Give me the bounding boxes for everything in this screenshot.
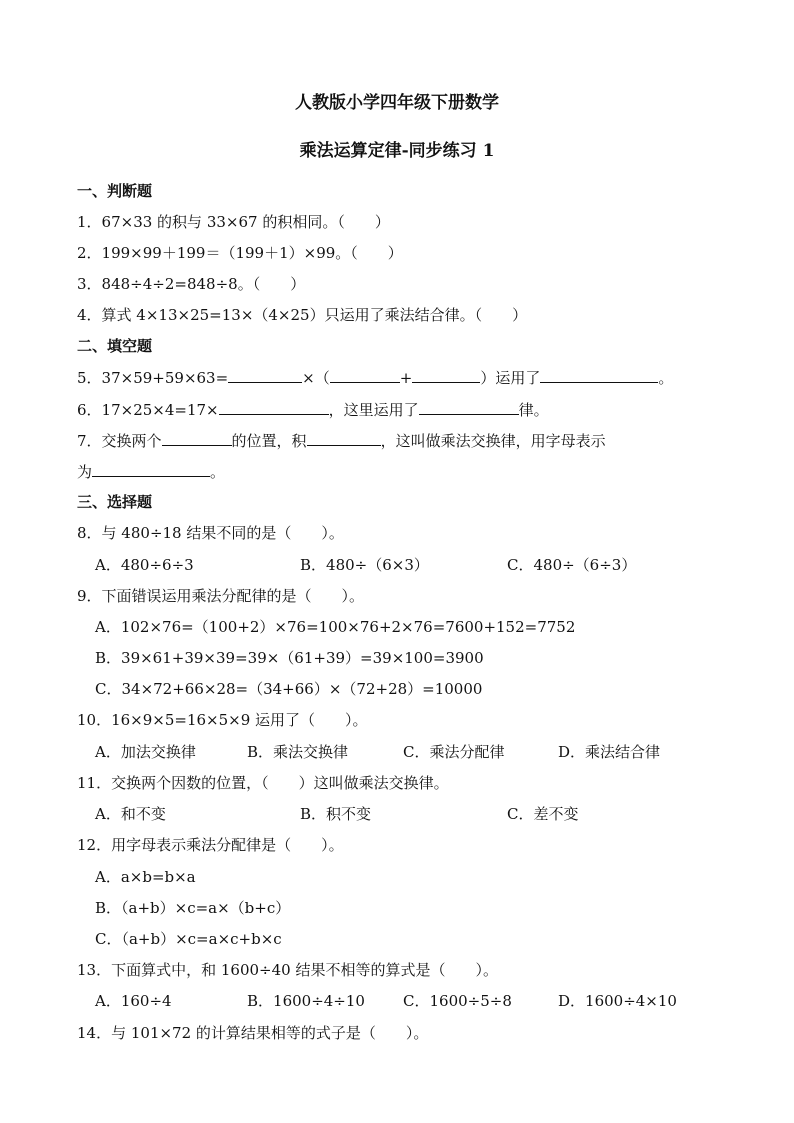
q5-blank-3[interactable] (412, 367, 480, 383)
q13-option-a[interactable]: A．160÷4 (95, 992, 172, 1010)
q6-text-a: 6．17×25×4=17× (77, 401, 219, 419)
q6-text-c: 律。 (518, 401, 549, 419)
question-9: 9．下面错误运用乘法分配律的是（ ）。 (77, 587, 365, 605)
question-2: 2．199×99＋199＝（199＋1）×99。（ ） (77, 244, 403, 262)
q7-text-a: 7．交换两个 (77, 432, 162, 450)
q7-blank-3[interactable] (92, 461, 210, 477)
question-11: 11．交换两个因数的位置，（ ）这叫做乘法交换律。 (77, 774, 449, 792)
q7-text-b: 的位置，积 (231, 432, 307, 450)
q8-option-a[interactable]: A．480÷6÷3 (95, 556, 194, 574)
question-5 (77, 367, 673, 388)
section-heading-fill: 二、填空题 (77, 337, 153, 355)
question-13: 13．下面算式中，和 1600÷40 结果不相等的算式是（ ）。 (77, 961, 498, 979)
q9-option-b[interactable]: B．39×61+39×39=39×（61+39）=39×100=3900 (95, 649, 484, 667)
q11-option-c[interactable]: C．差不变 (507, 805, 579, 823)
q5-blank-1[interactable] (228, 367, 302, 383)
q8-option-b[interactable]: B．480÷（6×3） (300, 556, 429, 574)
question-3: 3．848÷4÷2=848÷8。（ ） (77, 275, 306, 293)
q5-text-d: ）运用了 (480, 369, 541, 387)
q10-option-d[interactable]: D．乘法结合律 (558, 743, 661, 761)
q5-text-a: 5．37×59+59×63= (77, 369, 229, 387)
question-10: 10．16×9×5=16×5×9 运用了（ ）。 (77, 711, 368, 729)
question-4: 4．算式 4×13×25=13×（4×25）只运用了乘法结合律。（ ） (77, 306, 528, 324)
q12-option-c[interactable]: C．（a+b）×c=a×c+b×c (95, 930, 282, 948)
q12-option-a[interactable]: A．a×b=b×a (95, 868, 196, 886)
question-6 (77, 399, 549, 420)
question-8: 8．与 480÷18 结果不同的是（ ）。 (77, 524, 344, 542)
q5-text-e: 。 (658, 369, 674, 387)
question-7-continued (77, 461, 225, 482)
section-heading-choice: 三、选择题 (77, 493, 153, 511)
q7-text-c: ，这叫做乘法交换律，用字母表示 (380, 432, 606, 450)
document-title: 人教版小学四年级下册数学 (295, 93, 499, 113)
q7-blank-2[interactable] (307, 430, 381, 446)
q6-blank-2[interactable] (419, 399, 519, 415)
question-1: 1．67×33 的积与 33×67 的积相同。（ ） (77, 213, 390, 231)
q10-option-c[interactable]: C．乘法分配律 (403, 743, 505, 761)
q10-option-b[interactable]: B．乘法交换律 (247, 743, 349, 761)
q11-option-a[interactable]: A．和不变 (95, 805, 166, 823)
section-heading-judgment: 一、判断题 (77, 182, 153, 200)
q7-text-e: 。 (210, 463, 226, 481)
q12-option-b[interactable]: B．（a+b）×c=a×（b+c） (95, 899, 291, 917)
q5-text-b: ×（ (302, 369, 330, 387)
q8-option-c[interactable]: C．480÷（6÷3） (507, 556, 637, 574)
q13-option-c[interactable]: C．1600÷5÷8 (403, 992, 512, 1010)
q13-option-d[interactable]: D．1600÷4×10 (558, 992, 677, 1010)
q5-text-c: + (399, 369, 413, 387)
q7-blank-1[interactable] (162, 430, 232, 446)
q13-option-b[interactable]: B．1600÷4÷10 (247, 992, 365, 1010)
q5-blank-4[interactable] (540, 367, 658, 383)
q6-text-b: ，这里运用了 (328, 401, 419, 419)
question-7 (77, 430, 606, 451)
q9-option-c[interactable]: C．34×72+66×28=（34+66）×（72+28）=10000 (95, 680, 483, 698)
document-subtitle: 乘法运算定律-同步练习 1 (299, 141, 495, 161)
question-14: 14．与 101×72 的计算结果相等的式子是（ ）。 (77, 1024, 429, 1042)
q6-blank-1[interactable] (219, 399, 329, 415)
q7-text-d: 为 (77, 463, 93, 481)
q5-blank-2[interactable] (330, 367, 400, 383)
q9-option-a[interactable]: A．102×76=（100+2）×76=100×76+2×76=7600+152=7752 (95, 618, 576, 636)
question-12: 12．用字母表示乘法分配律是（ ）。 (77, 836, 344, 854)
q10-option-a[interactable]: A．加法交换律 (95, 743, 196, 761)
q11-option-b[interactable]: B．积不变 (300, 805, 372, 823)
